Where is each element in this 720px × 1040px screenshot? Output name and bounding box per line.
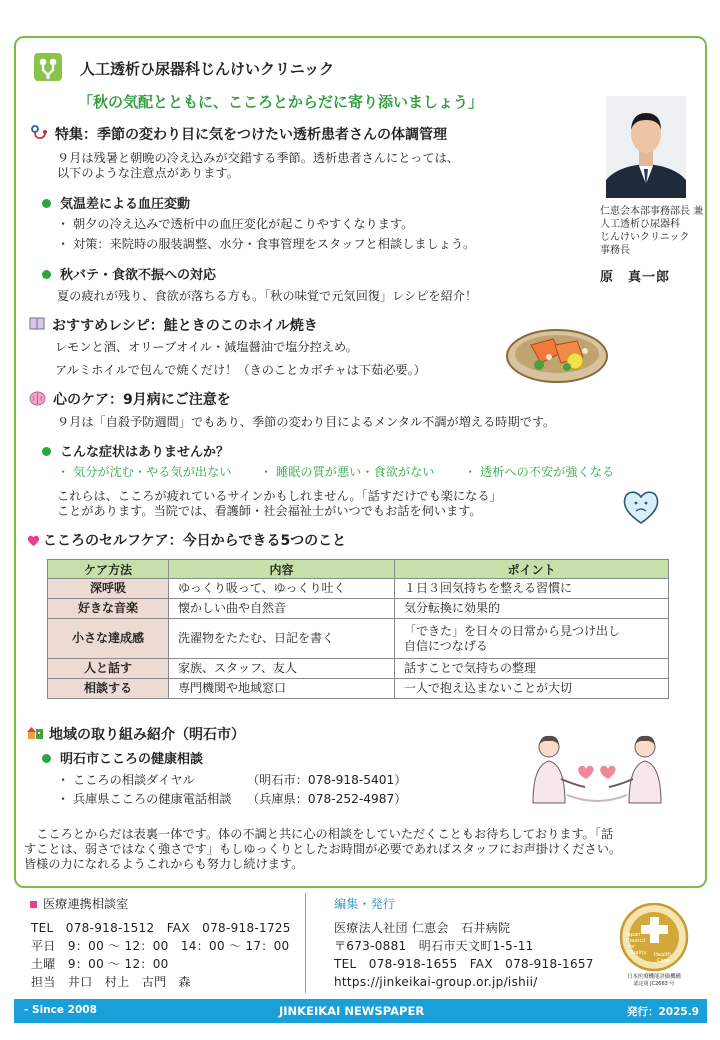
staff-photo	[606, 96, 686, 198]
bp-bullet: ・ 朝夕の冷え込みで透析中の血圧変化が起こりやすくなります。	[57, 217, 414, 231]
recipe-book-icon	[29, 316, 45, 335]
care-point: 気分転換に効果的	[395, 599, 669, 619]
seal-text: Quality	[628, 950, 647, 956]
column-header: ケア方法	[48, 560, 169, 579]
quality-certification-seal	[618, 903, 690, 987]
publisher-org: 医療法人社団 仁恵会 石井病院	[334, 921, 511, 935]
selfcare-table	[47, 559, 669, 699]
bp-bullet: ・ 対策：来院時の服装調整、水分・食事管理をスタッフと相談しましょう。	[57, 237, 476, 251]
brain-icon	[29, 391, 46, 410]
staff-title-line: 人工透析ひ尿器科	[600, 219, 680, 230]
two-nurses-illustration	[527, 733, 667, 821]
closing-line: すことは、弱さではなく強さです」もしゆっくりとしたお時間が必要であればスタッフにお声掛けください。	[24, 842, 622, 856]
table-row	[48, 579, 669, 599]
mind-note-line: これらは、こころが疲れているサインかもしれません。「話すだけでも楽になる」	[57, 489, 502, 503]
mind-heading: 心のケア：9月病にご注意を	[53, 392, 231, 408]
publisher-tel-fax: TEL 078-918-1655 FAX 078-918-1657	[334, 957, 594, 971]
care-method: 人と話す	[48, 659, 169, 679]
seal-text: Health	[654, 952, 672, 958]
care-content: ゆっくり吸って、ゆっくり吐く	[169, 579, 395, 599]
care-method: 相談する	[48, 679, 169, 699]
recipe-heading: おすすめレシピ：鮭ときのこのホイル焼き	[52, 318, 318, 334]
seal-text: Council	[626, 938, 646, 944]
publisher-url[interactable]: https://jinkeikai-group.or.jp/ishii/	[334, 975, 538, 989]
care-content: 洗濯物をたたむ、日記を書く	[169, 619, 395, 659]
town-icon	[27, 725, 44, 744]
staff-title-line: 仁恵会本部事務部長 兼	[600, 206, 704, 217]
community-subtitle	[42, 748, 203, 767]
salmon-dish-illustration	[505, 323, 609, 389]
hotline-tel: （明石市：078-918-5401）	[247, 773, 407, 787]
contact-tel-fax: TEL 078-918-1512 FAX 078-918-1725	[31, 921, 291, 935]
care-method: 深呼吸	[48, 579, 169, 599]
symptom-item: ・ 気分が沈む・やる気が出ない	[57, 465, 232, 479]
care-point-line: 自信につなげる	[404, 638, 488, 653]
care-point: 一人で抱え込まないことが大切	[395, 679, 669, 699]
care-point-line: 「できた」を日々の日常から見つけ出し	[404, 623, 621, 638]
publisher-address: 〒673-0881 明石市天文町1-5-11	[334, 939, 534, 953]
symptom-item: ・ 透析への不安が強くなる	[464, 465, 615, 479]
catchphrase: 「秋の気配とともに、こころとからだに寄り添いましょう」	[78, 93, 484, 111]
community-subtitle-text: 明石市こころの健康相談	[60, 752, 204, 767]
symptom-item: ・ 睡眠の質が悪い・食欲がない	[260, 465, 435, 479]
care-point: １日３回気持ちを整える習慣に	[395, 579, 669, 599]
contact-staff: 担当 井口 村上 古門 森	[31, 975, 191, 989]
heart-icon	[27, 532, 40, 551]
footer-paper-name: JINKEIKAI NEWSPAPER	[279, 1004, 425, 1018]
kidney-stethoscope-icon	[30, 124, 48, 146]
seal-caption: 日本医療機能評価機構	[627, 974, 681, 980]
selfcare-heading: こころのセルフケア：今日からできる5つのこと	[43, 533, 347, 549]
feature-intro-line: 以下のような注意点があります。	[57, 166, 239, 180]
contact-saturday-hours: 土曜 9：00 ～ 12：00	[31, 957, 169, 971]
sad-heart-icon	[622, 489, 660, 529]
table-row	[48, 599, 669, 619]
care-content: 懐かしい曲や自然音	[169, 599, 395, 619]
appetite-text: 夏の疲れが残り、食欲が落ちる方も。「秋の味覚で元気回復」レシピを紹介！	[57, 289, 478, 303]
contact-title: 医療連携相談室	[43, 897, 129, 911]
table-header-row	[48, 560, 669, 579]
staff-title	[600, 205, 710, 257]
recipe-line: レモンと酒、オリーブオイル・減塩醤油で塩分控えめ。	[55, 340, 358, 354]
column-header: 内容	[169, 560, 395, 579]
seal-text: Japan	[626, 932, 641, 938]
closing-line: こころとからだは表裏一体です。体の不調と共に心の相談をしていただくこともお待ちしております。「話	[24, 827, 614, 841]
care-point	[395, 619, 669, 659]
feature-intro-line: ９月は残暑と朝晩の冷え込みが交錯する季節。透析患者さんにとっては、	[57, 151, 459, 165]
symptoms-title	[42, 441, 229, 460]
symptoms-title-text: こんな症状はありませんか？	[60, 445, 230, 460]
contact-weekday-hours: 平日 9：00 ～ 12：00 14：00 ～ 17：00	[31, 939, 290, 953]
hotline-name: ・ こころの相談ダイヤル	[57, 773, 195, 787]
care-content: 専門機関や地域窓口	[169, 679, 395, 699]
care-content: 家族、スタッフ、友人	[169, 659, 395, 679]
clinic-name: 人工透析ひ尿器科じんけいクリニック	[80, 60, 335, 78]
footer-bar	[14, 999, 707, 1023]
care-method: 小さな達成感	[48, 619, 169, 659]
section-appetite-title	[42, 264, 216, 283]
care-point: 話すことで気持ちの整理	[395, 659, 669, 679]
recipe-line: アルミホイルで包んで焼くだけ！（きのことカボチャは下茹必要。）	[55, 363, 426, 377]
column-header: ポイント	[395, 560, 669, 579]
bullet-dot-icon	[42, 754, 51, 763]
footer-issue: 発行：2025.9	[627, 1006, 700, 1018]
clinic-logo-icon	[34, 53, 62, 81]
feature-heading: 特集：季節の変わり目に気をつけたい透析患者さんの体調管理	[55, 127, 447, 143]
table-row	[48, 659, 669, 679]
footer-since: - Since 2008	[24, 1004, 97, 1016]
bullet-dot-icon	[42, 270, 51, 279]
seal-text: for	[628, 944, 636, 950]
staff-title-line: 事務長	[600, 245, 630, 256]
seal-text: Care	[657, 958, 670, 964]
staff-title-line: じんけいクリニック	[600, 232, 690, 243]
bullet-dot-icon	[42, 447, 51, 456]
hotline-tel: （兵庫県：078-252-4987）	[247, 792, 407, 806]
square-marker-icon	[30, 901, 37, 908]
section-appetite-title-text: 秋バテ・食欲不振への対応	[60, 268, 217, 283]
hotline-name: ・ 兵庫県こころの健康電話相談	[57, 792, 232, 806]
care-method: 好きな音楽	[48, 599, 169, 619]
mind-note-line: ことがあります。当院では、看護師・社会福祉士がいつでもお話を伺います。	[57, 504, 482, 518]
mind-intro: ９月は「自殺予防週間」でもあり、季節の変わり目によるメンタル不調が増える時期です。	[57, 415, 556, 429]
seal-caption: 認定第 JC2663 号	[633, 981, 675, 987]
staff-name: 原 真一郎	[600, 270, 671, 285]
footer-divider	[305, 893, 306, 993]
table-row	[48, 619, 669, 659]
bullet-dot-icon	[42, 199, 51, 208]
section-bp-title	[42, 193, 190, 212]
community-heading: 地域の取り組み紹介（明石市）	[49, 727, 245, 743]
publisher-title: 編集・発行	[334, 897, 395, 911]
closing-line: 皆様の力になれるようこれからも努力し続けます。	[24, 857, 304, 871]
table-row	[48, 679, 669, 699]
section-bp-title-text: 気温差による血圧変動	[60, 197, 191, 212]
